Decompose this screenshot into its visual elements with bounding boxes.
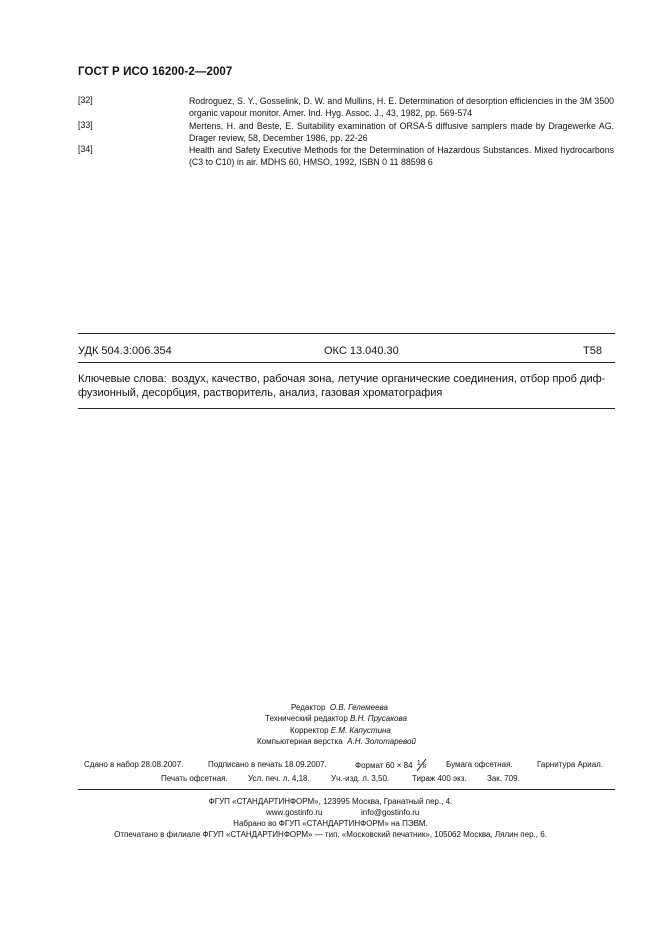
print-sent-date: Сдано в набор 28.08.2007. (84, 760, 184, 769)
credit-tech-editor (265, 714, 407, 723)
footer-typeset: Набрано во ФГУП «СТАНДАРТИНФОРМ» на ПЭВМ. (233, 819, 428, 828)
print-signed-date: Подписано в печать 18.09.2007. (208, 760, 327, 769)
reference-number: [32] (78, 95, 93, 105)
udk-code: УДК 504.3:006.354 (78, 345, 172, 357)
keywords-label: Ключевые слова: (78, 373, 167, 385)
print-paper: Бумага офсетная. (446, 760, 513, 769)
credit-proofreader (290, 726, 391, 735)
print-run: Тираж 400 экз. (412, 774, 467, 783)
keywords-text: воздух, качество, рабочая зона, летучие органические соединения, отбор проб диф-фузионный, десорбция, растворитель, анализ, газовая хроматография (78, 373, 606, 399)
t-code: Т58 (583, 345, 602, 357)
format-fraction-numerator: 1 (416, 758, 421, 767)
keywords-block (78, 372, 614, 400)
print-font: Гарнитура Ариал. (537, 760, 604, 769)
reference-text: Health and Safety Executive Methods for the Determination of Hazardous Substances. Mixed hydrocarbons (C3 to C10) in air. MDHS 60, HMSO, 1992, ISBN 0 11 88598 6 (189, 145, 614, 167)
print-format-text: Формат 60 × 84 (355, 761, 413, 770)
format-fraction-denominator: 8 (422, 764, 427, 770)
format-fraction (415, 760, 429, 770)
credit-role: Корректор (290, 726, 329, 735)
reference-text: Mertens, H. and Beste, E. Suitability examination of ORSA-5 diffusive samplers made by Dragewerke AG. Drager review, 58, December 1986, pp. 22-26 (189, 121, 614, 143)
footer-email: info@gostinfo.ru (361, 808, 420, 817)
print-order: Зак. 709. (487, 774, 520, 783)
footer-divider (78, 789, 615, 790)
credit-person: Е.М. Капустина (330, 726, 391, 735)
footer-publisher: ФГУП «СТАНДАРТИНФОРМ», 123995 Москва, Гранатный пер., 4. (208, 797, 453, 806)
credit-person: О.В. Гелемеева (329, 703, 389, 712)
reference-text: Rodroguez, S. Y., Gosselink, D. W. and Mullins, H. E. Determination of desorption efficiencies in the 3M 3500 organic vapour monitor. Amer. Ind. Hyg. Assoc. J., 43, 1982, pp. 569-574 (189, 96, 614, 118)
reference-number: [34] (78, 144, 93, 154)
print-edit-sheets: Уч.-изд. л. 3,50. (331, 774, 390, 783)
reference-number: [33] (78, 120, 93, 130)
footer-printed: Отпечатано в филиале ФГУП «СТАНДАРТИНФОРМ» — тип. «Московский печатник», 105062 Москва, Лялин пер., 6. (114, 830, 547, 839)
credit-layout (257, 737, 416, 746)
credit-person: А.Н. Золотаревой (347, 737, 416, 746)
print-sheets: Усл. печ. л. 4,18. (248, 774, 310, 783)
print-format (355, 760, 429, 770)
document-header-title: ГОСТ Р ИСО 16200-2—2007 (78, 66, 233, 78)
credit-role: Технический редактор (265, 714, 348, 723)
credit-person: В.Н. Прусакова (350, 714, 407, 723)
divider-top (78, 333, 615, 334)
credit-editor (291, 703, 388, 712)
print-method: Печать офсетная. (161, 774, 228, 783)
credit-role: Редактор (291, 703, 326, 712)
divider-bottom (78, 408, 615, 409)
divider-middle (78, 362, 615, 363)
credit-role: Компьютерная верстка (257, 737, 343, 746)
footer-web: www.gostinfo.ru (266, 808, 323, 817)
oks-code: ОКС 13.040.30 (324, 345, 399, 357)
